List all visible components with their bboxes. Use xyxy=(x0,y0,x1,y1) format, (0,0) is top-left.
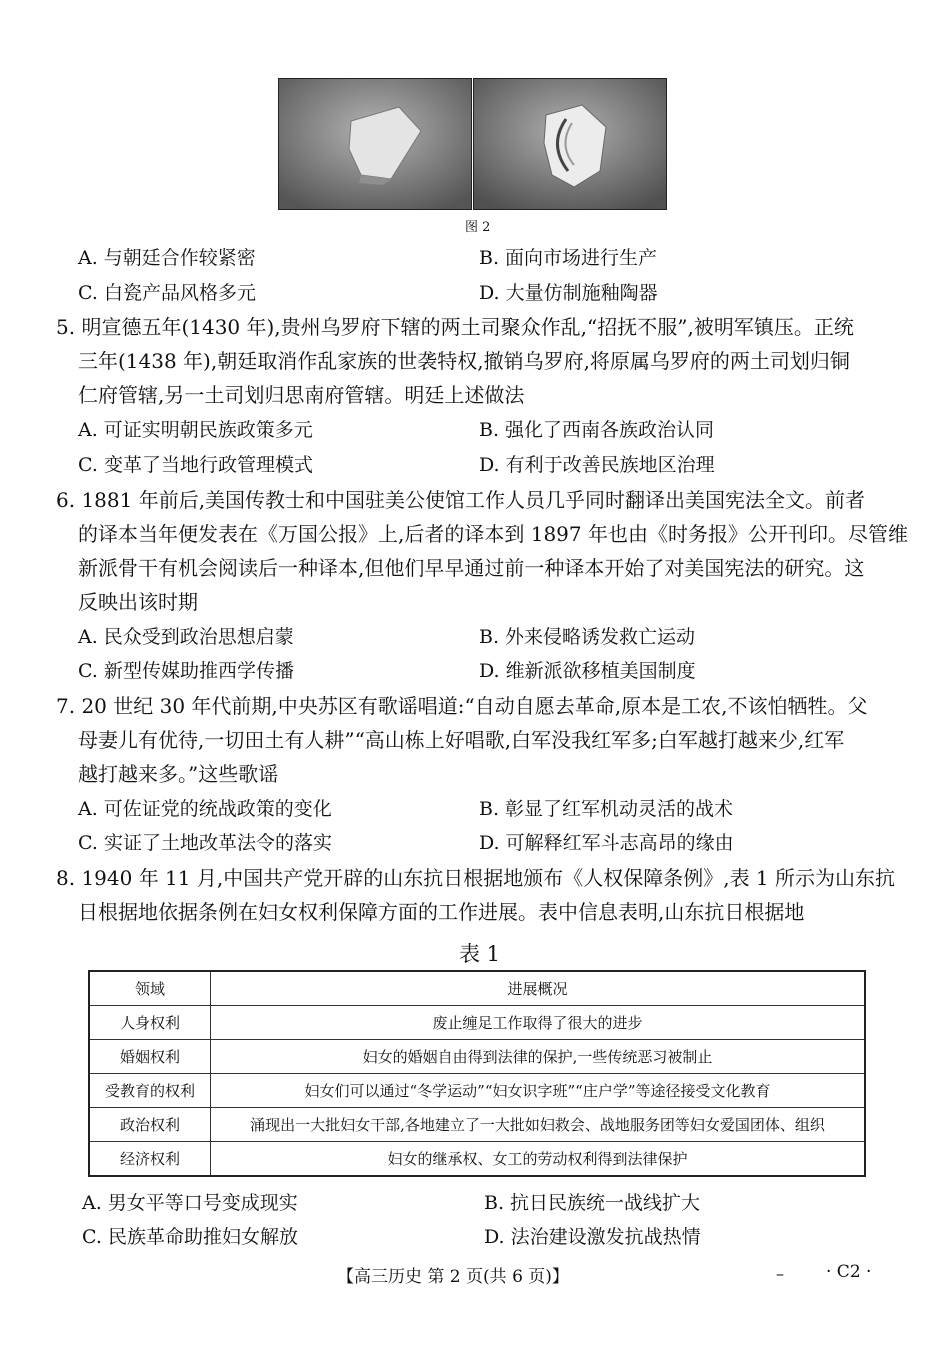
footer-dash: – xyxy=(776,1264,784,1283)
table-cell-domain: 经济权利 xyxy=(89,1142,211,1177)
q7-option-d: D. 可解释红军斗志高昂的缘由 xyxy=(479,832,734,854)
table-row xyxy=(89,1074,865,1108)
table-cell-progress: 涌现出一大批妇女干部,各地建立了一大批如妇救会、战地服务团等妇女爱国团体、组织 xyxy=(211,1108,866,1142)
rights-table xyxy=(88,970,866,1177)
table-cell-domain: 政治权利 xyxy=(89,1108,211,1142)
porcelain-shard-left-image xyxy=(279,79,471,209)
table-header-cell: 领域 xyxy=(89,971,211,1006)
q4-option-a: A. 与朝廷合作较紧密 xyxy=(78,247,256,269)
q7-option-b: B. 彰显了红军机动灵活的战术 xyxy=(479,798,734,820)
q6-line-1: 6. 1881 年前后,美国传教士和中国驻美公使馆工作人员几乎同时翻译出美国宪法全文。前者 xyxy=(56,488,866,512)
q8-option-d: D. 法治建设激发抗战热情 xyxy=(484,1226,701,1248)
q6-option-a: A. 民众受到政治思想启蒙 xyxy=(78,626,294,648)
figure-caption: 图 2 xyxy=(465,220,491,235)
q6-line-4: 反映出该时期 xyxy=(78,590,198,614)
page-footer: 【高三历史 第 2 页(共 6 页)】 xyxy=(337,1267,569,1287)
table-row xyxy=(89,1142,865,1177)
table-caption: 表 1 xyxy=(459,942,501,966)
q5-option-c: C. 变革了当地行政管理模式 xyxy=(78,454,313,476)
q7-line-1: 7. 20 世纪 30 年代前期,中央苏区有歌谣唱道:“自动自愿去革命,原本是工农,不该怕牺牲。父 xyxy=(56,694,868,718)
table-header-row xyxy=(89,971,865,1006)
q6-line-3: 新派骨干有机会阅读后一种译本,但他们早早通过前一种译本开始了对美国宪法的研究。这 xyxy=(78,556,865,580)
table-row xyxy=(89,1006,865,1040)
q8-option-a: A. 男女平等口号变成现实 xyxy=(82,1192,298,1214)
porcelain-shard-right-image xyxy=(474,79,666,209)
q8-line-1: 8. 1940 年 11 月,中国共产党开辟的山东抗日根据地颁布《人权保障条例》,表 1 所示为山东抗 xyxy=(56,866,896,890)
q8-line-2: 日根据地依据条例在妇女权利保障方面的工作进展。表中信息表明,山东抗日根据地 xyxy=(78,900,805,924)
q8-option-c: C. 民族革命助推妇女解放 xyxy=(82,1226,298,1248)
table-cell-domain: 人身权利 xyxy=(89,1006,211,1040)
q8-option-b: B. 抗日民族统一战线扩大 xyxy=(484,1192,701,1214)
q5-option-a: A. 可证实明朝民族政策多元 xyxy=(78,419,313,441)
q5-option-d: D. 有利于改善民族地区治理 xyxy=(479,454,715,476)
table-cell-progress: 妇女们可以通过“冬学运动”“妇女识字班”“庄户学”等途径接受文化教育 xyxy=(211,1074,866,1108)
table-cell-progress: 妇女的继承权、女工的劳动权利得到法律保护 xyxy=(211,1142,866,1177)
q6-option-b: B. 外来侵略诱发救亡运动 xyxy=(479,626,696,648)
figure-image-right xyxy=(473,78,667,210)
q7-option-c: C. 实证了土地改革法令的落实 xyxy=(78,832,332,854)
q7-option-a: A. 可佐证党的统战政策的变化 xyxy=(78,798,332,820)
q7-line-2: 母妻儿有优待,一切田土有人耕”“高山栋上好唱歌,白军没我红军多;白军越打越来少,红军 xyxy=(78,728,845,752)
table-header-cell: 进展概况 xyxy=(211,971,866,1006)
table-cell-progress: 废止缠足工作取得了很大的进步 xyxy=(211,1006,866,1040)
figure-image-left xyxy=(278,78,472,210)
table-cell-domain: 婚姻权利 xyxy=(89,1040,211,1074)
table-cell-domain: 受教育的权利 xyxy=(89,1074,211,1108)
q4-option-d: D. 大量仿制施釉陶器 xyxy=(479,282,658,304)
q5-option-b: B. 强化了西南各族政治认同 xyxy=(479,419,715,441)
table-row xyxy=(89,1108,865,1142)
q4-option-b: B. 面向市场进行生产 xyxy=(479,247,658,269)
q6-option-c: C. 新型传媒助推西学传播 xyxy=(78,660,294,682)
q7-line-3: 越打越来多。”这些歌谣 xyxy=(78,762,279,786)
q5-line-1: 5. 明宣德五年(1430 年),贵州乌罗府下辖的两土司聚众作乱,“招抚不服”,被明军镇压。正统 xyxy=(56,315,854,339)
q6-option-d: D. 维新派欲移植美国制度 xyxy=(479,660,696,682)
page-code: · C2 · xyxy=(826,1262,872,1282)
q5-line-3: 仁府管辖,另一土司划归思南府管辖。明廷上述做法 xyxy=(78,383,525,407)
q4-option-c: C. 白瓷产品风格多元 xyxy=(78,282,256,304)
table-cell-progress: 妇女的婚姻自由得到法律的保护,一些传统恶习被制止 xyxy=(211,1040,866,1074)
table-row xyxy=(89,1040,865,1074)
q6-line-2: 的译本当年便发表在《万国公报》上,后者的译本到 1897 年也由《时务报》公开刊印。尽管维 xyxy=(78,522,908,546)
q5-line-2: 三年(1438 年),朝廷取消作乱家族的世袭特权,撤销乌罗府,将原属乌罗府的两土司划归铜 xyxy=(78,349,850,373)
